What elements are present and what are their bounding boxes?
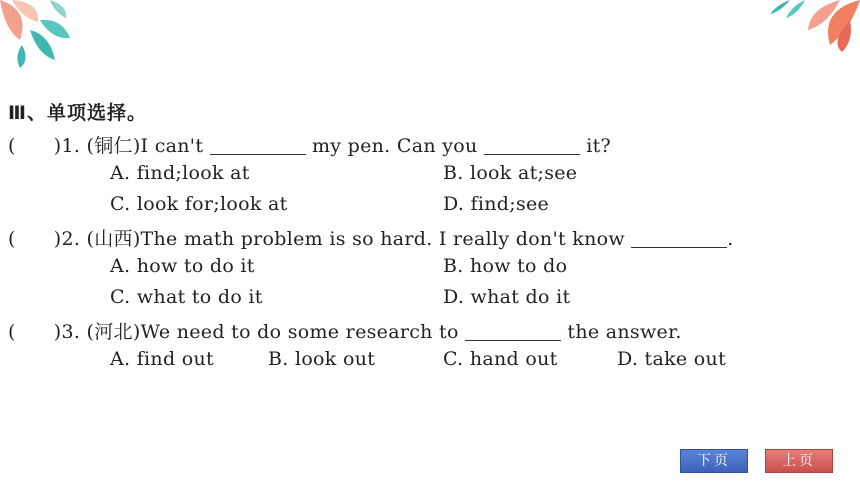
question-2-text-a: The math problem is so hard. I really don't know <box>140 228 625 250</box>
floral-decoration-top-right <box>730 0 860 52</box>
question-1-option-b[interactable]: B. look at;see <box>443 162 578 184</box>
question-3-option-a[interactable]: A. find out <box>110 348 214 370</box>
question-3-text-b: the answer. <box>567 321 682 343</box>
question-3-option-d[interactable]: D. take out <box>617 348 727 370</box>
question-1-text-b: my pen. Can you <box>311 135 478 157</box>
question-3-option-b[interactable]: B. look out <box>268 348 376 370</box>
question-3-number: 3. <box>61 321 81 343</box>
question-3-text-a: We need to do some research to <box>140 321 459 343</box>
question-1 <box>8 131 611 158</box>
question-2-text-b: . <box>727 228 734 250</box>
question-2-open-paren: ( <box>8 228 16 250</box>
question-2-option-b[interactable]: B. how to do <box>443 255 568 277</box>
question-3-blank[interactable] <box>465 322 561 341</box>
question-1-blank-2[interactable] <box>484 136 580 155</box>
question-2-blank[interactable] <box>631 229 727 248</box>
question-3-option-c[interactable]: C. hand out <box>443 348 558 370</box>
question-2-number: 2. <box>61 228 81 250</box>
floral-decoration-top-left <box>0 0 90 70</box>
question-2 <box>8 224 734 251</box>
question-1-number: 1. <box>61 135 81 157</box>
question-1-source: (铜仁) <box>86 135 141 157</box>
question-1-option-d[interactable]: D. find;see <box>443 193 550 215</box>
next-page-button[interactable]: 下页 <box>680 449 748 473</box>
question-2-option-d[interactable]: D. what do it <box>443 286 571 308</box>
question-3-source: (河北) <box>86 321 141 343</box>
section-title: Ⅲ、单项选择。 <box>8 102 147 124</box>
question-3 <box>8 317 682 344</box>
question-2-option-c[interactable]: C. what to do it <box>110 286 263 308</box>
question-1-option-c[interactable]: C. look for;look at <box>110 193 288 215</box>
question-1-option-a[interactable]: A. find;look at <box>110 162 250 184</box>
question-2-option-a[interactable]: A. how to do it <box>110 255 255 277</box>
question-1-blank-1[interactable] <box>210 136 306 155</box>
question-3-open-paren: ( <box>8 321 16 343</box>
previous-page-button[interactable]: 上页 <box>765 449 833 473</box>
question-2-source: (山西) <box>86 228 141 250</box>
question-1-text-c: it? <box>586 135 612 157</box>
question-3-close-paren: ) <box>53 321 62 343</box>
question-1-text-a: I can't <box>140 135 204 157</box>
question-1-close-paren: ) <box>53 135 62 157</box>
question-1-open-paren: ( <box>8 135 16 157</box>
question-2-close-paren: ) <box>53 228 62 250</box>
